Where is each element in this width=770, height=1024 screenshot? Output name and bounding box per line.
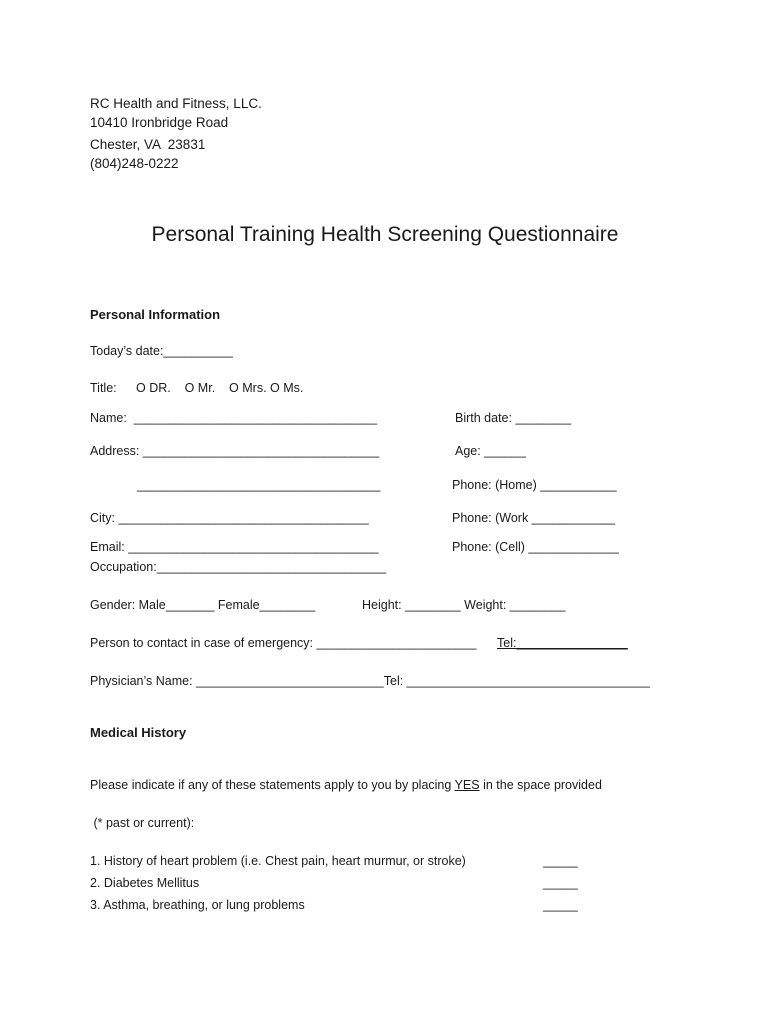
emergency-tel-label: Tel: bbox=[497, 636, 517, 650]
medical-item-blank[interactable]: _____ bbox=[543, 898, 578, 912]
gender-field[interactable]: Gender: Male_______ Female________ bbox=[90, 598, 316, 612]
height-weight-field[interactable]: Height: ________ Weight: ________ bbox=[362, 598, 566, 612]
phone-home-field[interactable]: Phone: (Home) ___________ bbox=[452, 478, 617, 492]
physician-field[interactable]: Physician’s Name: ___________________________Tel: ___________________________________ bbox=[90, 674, 651, 688]
medical-item-text: 3. Asthma, breathing, or lung problems bbox=[90, 898, 305, 912]
name-field[interactable]: Name: ___________________________________ bbox=[90, 411, 378, 425]
medical-instruction bbox=[90, 778, 602, 793]
instruction-yes: YES bbox=[454, 778, 480, 792]
instruction-pre: Please indicate if any of these statements apply to you by placing bbox=[90, 778, 455, 792]
medical-item-blank[interactable]: _____ bbox=[543, 854, 578, 868]
title-label: Title: bbox=[90, 381, 117, 395]
title-options[interactable]: O DR. O Mr. O Mrs. O Ms. bbox=[136, 381, 304, 395]
todays-date-field[interactable]: Today’s date:__________ bbox=[90, 344, 233, 358]
company-name: RC Health and Fitness, LLC. bbox=[90, 96, 262, 111]
city-field[interactable]: City: ____________________________________ bbox=[90, 511, 369, 525]
medical-item-text: 2. Diabetes Mellitus bbox=[90, 876, 200, 890]
emergency-tel-field[interactable] bbox=[497, 636, 628, 651]
emergency-contact-field[interactable]: Person to contact in case of emergency: _______________________ bbox=[90, 636, 477, 650]
medical-note: (* past or current): bbox=[90, 816, 195, 830]
instruction-post: in the space provided bbox=[479, 778, 602, 792]
email-field[interactable]: Email: ____________________________________ bbox=[90, 540, 379, 554]
company-city: Chester, VA 23831 bbox=[90, 137, 206, 152]
birth-date-field[interactable]: Birth date: ________ bbox=[455, 411, 572, 425]
phone-work-field[interactable]: Phone: (Work ____________ bbox=[452, 511, 616, 525]
medical-history-heading: Medical History bbox=[90, 725, 187, 740]
personal-info-heading: Personal Information bbox=[90, 307, 221, 322]
address-field[interactable]: Address: __________________________________ bbox=[90, 444, 380, 458]
document-title: Personal Training Health Screening Questionnaire bbox=[151, 223, 619, 246]
address-line-2[interactable]: ___________________________________ bbox=[137, 478, 381, 492]
company-phone: (804)248-0222 bbox=[90, 156, 179, 171]
company-street: 10410 Ironbridge Road bbox=[90, 115, 229, 130]
phone-cell-field[interactable]: Phone: (Cell) _____________ bbox=[452, 540, 619, 554]
medical-item-blank[interactable]: _____ bbox=[543, 876, 578, 890]
emergency-tel-line: ________________ bbox=[516, 636, 628, 650]
age-field[interactable]: Age: ______ bbox=[455, 444, 526, 458]
medical-item-text: 1. History of heart problem (i.e. Chest pain, heart murmur, or stroke) bbox=[90, 854, 466, 868]
occupation-field[interactable]: Occupation:_________________________________ bbox=[90, 560, 387, 574]
